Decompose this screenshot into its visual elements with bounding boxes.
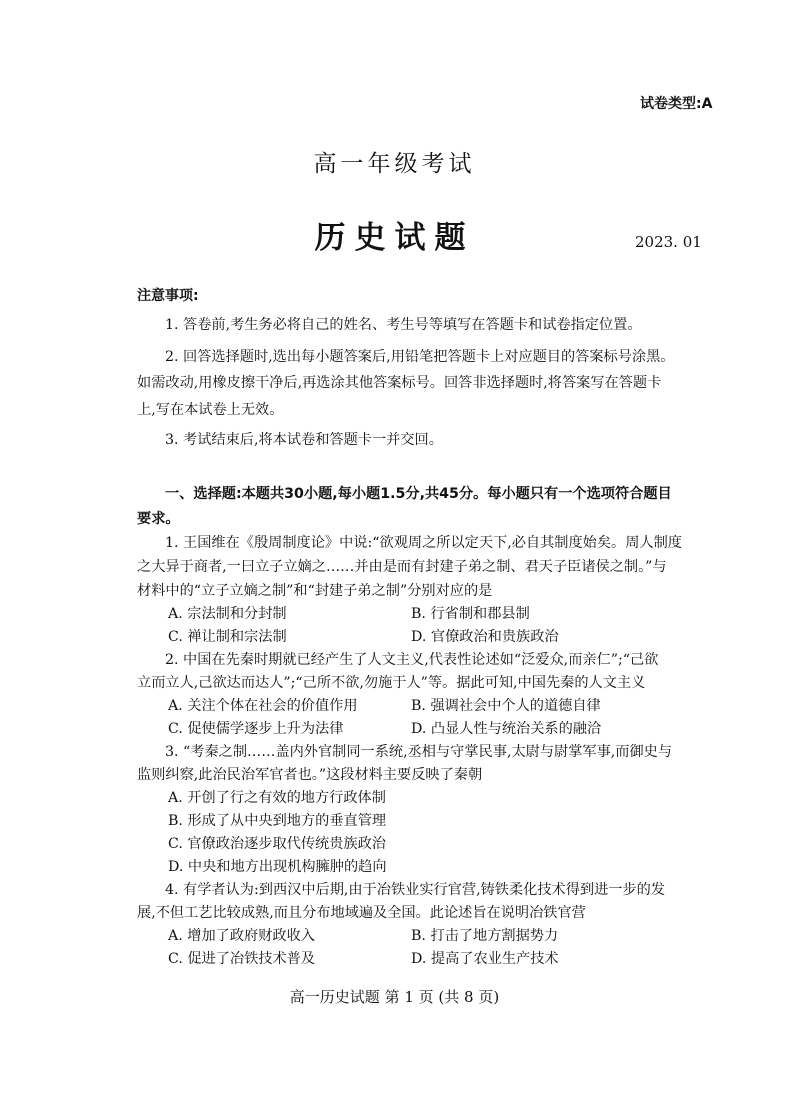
notice-item-2-line-2: 如需改动,用橡皮擦干净后,再选涂其他答案标号。回答非选择题时,将答案写在答题卡 (137, 375, 662, 391)
q1-stem-line-1: 1. 王国维在《殷周制度论》中说:“欲观周之所以定天下,必自其制度始矣。周人制度 (165, 535, 682, 551)
q1-option-b: B. 行省制和郡县制 (411, 606, 530, 622)
q1-option-c: C. 禅让制和宗法制 (168, 629, 287, 645)
q2-option-c: C. 促使儒学逐步上升为法律 (168, 721, 344, 737)
notice-item-2-line-3: 上,写在本试卷上无效。 (137, 402, 284, 418)
q3-option-c: C. 官僚政治逐步取代传统贵族政治 (168, 836, 386, 852)
q4-option-d: D. 提高了农业生产技术 (411, 951, 559, 967)
section-heading-line-2: 要求。 (137, 511, 180, 527)
q2-stem-line-1: 2. 中国在先秦时期就已经产生了人文主义,代表性论述如“泛爱众,而亲仁”;“己欲 (165, 652, 659, 668)
q1-option-a: A. 宗法制和分封制 (168, 606, 287, 622)
exam-title: 高一年级考试 (313, 151, 476, 177)
q3-option-a: A. 开创了行之有效的地方行政体制 (168, 790, 386, 806)
q4-stem-line-1: 4. 有学者认为:到西汉中后期,由于冶铁业实行官营,铸铁柔化技术得到进一步的发 (165, 882, 666, 898)
q1-option-d: D. 官僚政治和贵族政治 (411, 629, 559, 645)
q2-option-d: D. 凸显人性与统治关系的融洽 (411, 721, 602, 737)
q2-stem-line-2: 立而立人,己欲达而达人”;“己所不欲,勿施于人”等。据此可知,中国先秦的人文主义 (137, 675, 646, 691)
paper-type-label: 试卷类型:A (640, 96, 713, 112)
q4-option-c: C. 促进了冶铁技术普及 (168, 951, 316, 967)
notice-item-3: 3. 考试结束后,将本试卷和答题卡一并交回。 (165, 432, 443, 448)
q1-stem-line-3: 材料中的“立子立嫡之制”和“封建子弟之制”分别对应的是 (137, 583, 493, 599)
subject-title: 历史试题 (314, 220, 475, 256)
q2-option-a: A. 关注个体在社会的价值作用 (168, 698, 358, 714)
q4-option-a: A. 增加了政府财政收入 (168, 928, 315, 944)
exam-date: 2023. 01 (635, 233, 702, 251)
q3-option-d: D. 中央和地方出现机构臃肿的趋向 (168, 859, 387, 875)
q3-stem-line-2: 监则纠察,此治民治军官者也。”这段材料主要反映了秦朝 (137, 767, 483, 783)
q3-stem-line-1: 3. “考秦之制……盖内外官制同一系统,丞相与守掌民事,太尉与尉掌军事,而御史与 (165, 744, 673, 760)
section-heading-line-1: 一、选择题:本题共30小题,每小题1.5分,共45分。每小题只有一个选项符合题目 (165, 486, 672, 502)
q4-option-b: B. 打击了地方割据势力 (411, 928, 559, 944)
q1-stem-line-2: 之大异于商者,一曰立子立嫡之……并由是而有封建子弟之制、君天子臣诸侯之制。”与 (137, 559, 667, 575)
notice-item-1: 1. 答卷前,考生务必将自己的姓名、考生号等填写在答题卡和试卷指定位置。 (165, 317, 642, 333)
page-footer: 高一历史试题 第 1 页 (共 8 页) (289, 988, 500, 1006)
notice-item-2-line-1: 2. 回答选择题时,选出每小题答案后,用铅笔把答题卡上对应题目的答案标号涂黑。 (165, 349, 675, 365)
q3-option-b: B. 形成了从中央到地方的垂直管理 (168, 813, 387, 829)
notice-heading: 注意事项: (137, 288, 199, 304)
q2-option-b: B. 强调社会中个人的道德自律 (411, 698, 601, 714)
q4-stem-line-2: 展,不但工艺比较成熟,而且分布地域遍及全国。此论述旨在说明冶铁官营 (137, 905, 586, 921)
